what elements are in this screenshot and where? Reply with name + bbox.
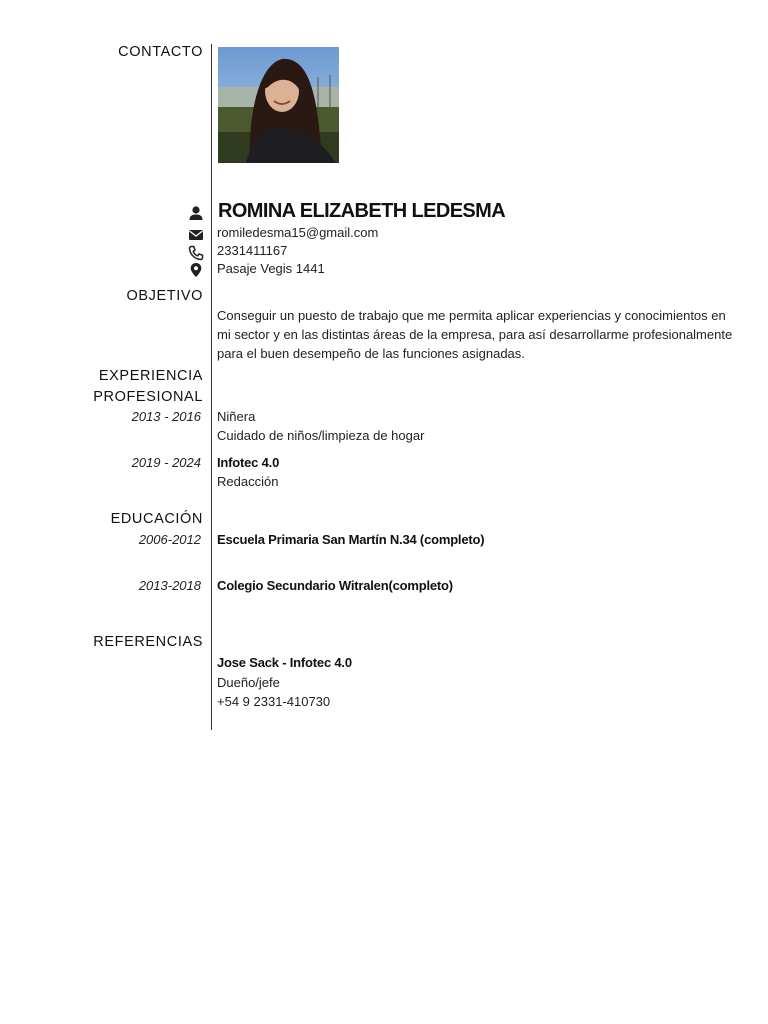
section-referencias: REFERENCIAS [93, 634, 203, 650]
reference-role: Dueño/jefe [217, 675, 280, 690]
section-contacto: CONTACTO [118, 44, 203, 60]
section-educacion: EDUCACIÓN [110, 511, 203, 527]
experience-dates: 2019 - 2024 [131, 455, 201, 470]
experience-dates: 2013 - 2016 [131, 409, 201, 424]
experience-title: Infotec 4.0 [217, 455, 280, 470]
envelope-icon [188, 227, 204, 243]
experience-desc: Redacción [217, 474, 279, 489]
reference-phone: +54 9 2331-410730 [217, 694, 331, 709]
person-icon [188, 205, 204, 221]
education-dates: 2006-2012 [138, 532, 201, 547]
profile-photo [218, 47, 339, 163]
experience-title: Niñera [217, 409, 256, 424]
section-profesional: PROFESIONAL [93, 389, 203, 405]
location-pin-icon [188, 262, 204, 278]
vertical-divider [211, 44, 212, 730]
full-name: ROMINA ELIZABETH LEDESMA [218, 200, 506, 222]
education-dates: 2013-2018 [138, 578, 201, 593]
section-objetivo: OBJETIVO [126, 288, 203, 304]
section-experiencia: EXPERIENCIA [98, 368, 203, 384]
experience-desc: Cuidado de niños/limpieza de hogar [217, 428, 425, 443]
email-text: romiledesma15@gmail.com [217, 225, 379, 240]
reference-name: Jose Sack - Infotec 4.0 [217, 655, 352, 670]
address-text: Pasaje Vegis 1441 [217, 261, 325, 276]
phone-icon [188, 245, 204, 261]
phone-text: 2331411167 [217, 243, 288, 258]
education-title: Colegio Secundario Witralen(completo) [217, 578, 453, 593]
education-title: Escuela Primaria San Martín N.34 (completo) [217, 532, 485, 547]
objective-text: Conseguir un puesto de trabajo que me permita aplicar experiencias y conocimientos en mi sector y en las distintas áreas de la empresa, para así desarrollarme profesionalmente para el buen desempeño de las funciones asignadas. [217, 308, 733, 361]
